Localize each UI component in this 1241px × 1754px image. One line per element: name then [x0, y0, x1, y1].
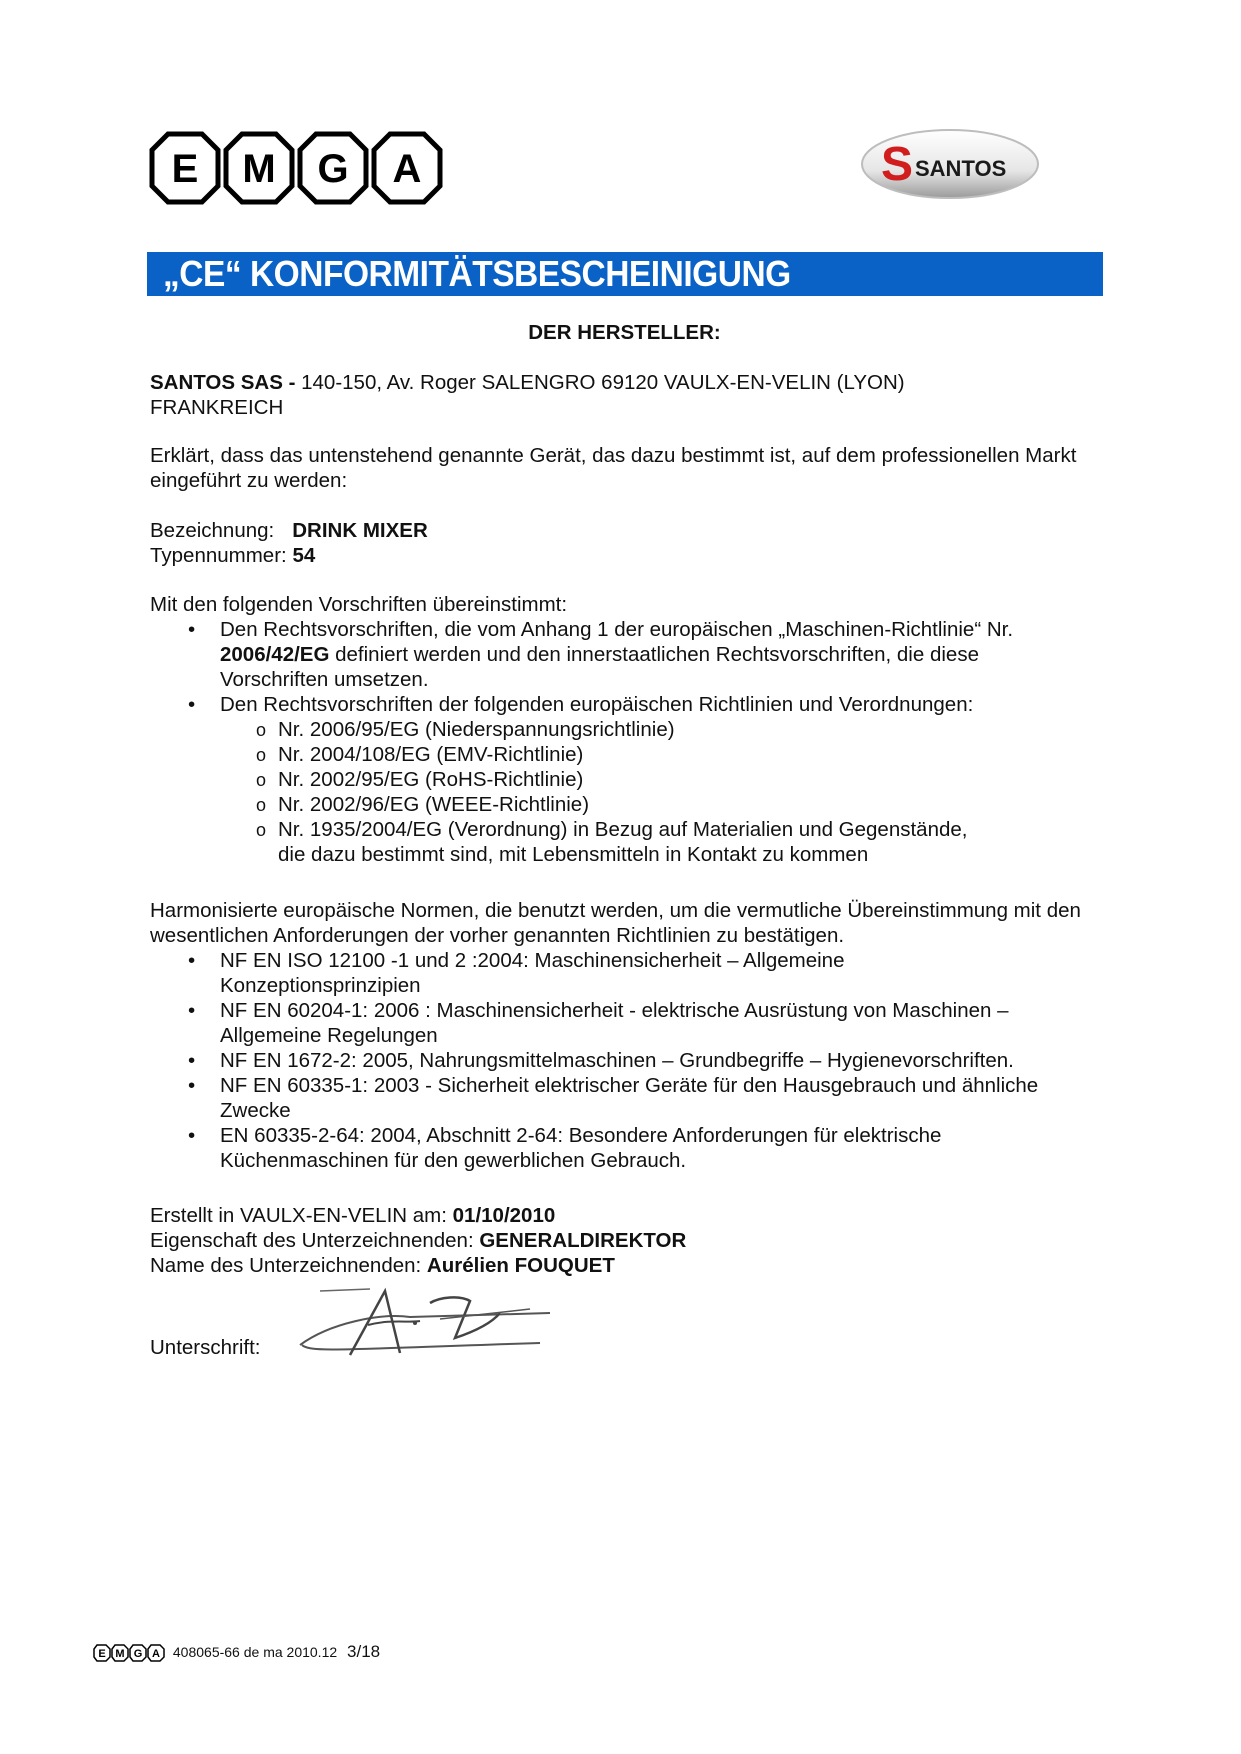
manufacturer-block — [150, 370, 1110, 420]
declaration-text: Erklärt, dass das untenstehend genannte Gerät, das dazu bestimmt ist, auf dem professionellen Markt eingeführt zu werden: — [150, 444, 1077, 492]
emga-logo — [148, 130, 448, 210]
name-label: Name des Unterzeichnenden: — [150, 1254, 427, 1277]
signer-name: Aurélien FOUQUET — [426, 1254, 615, 1277]
emga-letter-e: E — [171, 147, 199, 191]
compliance-section — [150, 592, 1110, 867]
designation-label: Bezeichnung: — [150, 519, 275, 542]
directive-item: o Nr. 2006/95/EG (Niederspannungsrichtlinie) — [256, 718, 675, 741]
manufacturer-name: SANTOS SAS - — [150, 371, 296, 394]
signer-role: GENERALDIREKTOR — [479, 1229, 687, 1252]
footer — [93, 1642, 380, 1662]
norm-item: • NF EN 60335-1: 2003 - Sicherheit elektrischer Geräte für den Hausgebrauch und ähnliche Zwecke — [188, 1074, 1039, 1122]
device-block — [150, 518, 1110, 568]
emga-mini-logo — [93, 1644, 165, 1662]
svg-text:M: M — [115, 1648, 125, 1661]
signature-image — [290, 1283, 590, 1363]
svg-text:E: E — [98, 1648, 106, 1661]
emga-letter-m: M — [242, 147, 276, 191]
role-label: Eigenschaft des Unterzeichnenden: — [150, 1229, 480, 1252]
norm-item: • NF EN 1672-2: 2005, Nahrungsmittelmaschinen – Grundbegriffe – Hygienevorschriften. — [188, 1049, 1014, 1072]
directive-item: o Nr. 2002/95/EG (RoHS-Richtlinie) — [256, 768, 584, 791]
emga-logo-letters — [152, 134, 440, 202]
type-value: 54 — [292, 544, 316, 567]
compliance-item-directives: • Den Rechtsvorschriften der folgenden europäischen Richtlinien und Verordnungen: — [188, 693, 974, 716]
designation-value: DRINK MIXER — [292, 519, 428, 542]
emga-letter-g: G — [317, 147, 349, 191]
norm-item: • NF EN ISO 12100 -1 und 2 :2004: Maschinensicherheit – Allgemeine Konzeptionsprinzipien — [188, 949, 845, 997]
type-label: Typennummer: — [150, 544, 287, 567]
svg-text:G: G — [133, 1648, 143, 1661]
manufacturer-address: 140-150, Av. Roger SALENGRO 69120 VAULX-EN-VELIN (LYON) — [295, 371, 905, 394]
svg-text:A: A — [152, 1648, 160, 1661]
norm-item: • NF EN 60204-1: 2006 : Maschinensicherheit - elektrische Ausrüstung von Maschinen – Allgemeine Regelungen — [188, 999, 1009, 1047]
issue-date: 01/10/2010 — [452, 1204, 556, 1227]
directive-item: o Nr. 2002/96/EG (WEEE-Richtlinie) — [256, 793, 590, 816]
signature-label: Unterschrift: — [150, 1336, 261, 1359]
title-bar — [147, 252, 1103, 296]
santos-logo — [855, 118, 1045, 208]
signoff-block — [150, 1203, 1110, 1278]
santos-wordmark: SANTOS — [915, 156, 1007, 181]
norms-intro: Harmonisierte europäische Normen, die benutzt werden, um die vermutliche Übereinstimmung mit den wesentlichen Anforderungen der vorher genannten Richtlinien zu bestätigen. — [150, 899, 1081, 947]
manufacturer-heading: DER HERSTELLER: — [528, 321, 721, 344]
page-number: 3/18 — [347, 1642, 381, 1661]
manufacturer-country: FRANKREICH — [150, 396, 284, 419]
page-title: „CE“ KONFORMITÄTSBESCHEINIGUNG — [163, 253, 791, 294]
compliance-intro: Mit den folgenden Vorschriften übereinstimmt: — [150, 593, 568, 616]
place-label: Erstellt in VAULX-EN-VELIN am: — [150, 1204, 453, 1227]
directive-item: o Nr. 2004/108/EG (EMV-Richtlinie) — [256, 743, 584, 766]
norms-section — [150, 898, 1100, 1173]
santos-initial: S — [881, 138, 914, 191]
emga-letter-a: A — [392, 147, 422, 191]
doc-reference: 408065-66 de ma 2010.12 — [172, 1644, 338, 1660]
compliance-item-machinery: • Den Rechtsvorschriften, die vom Anhang 1 der europäischen „Maschinen-Richtlinie“ Nr. 2006/42/EG definiert werden und den innerstaatlichen Rechtsvorschriften, die diese Vorschriften umsetzen. — [188, 618, 1014, 691]
norm-item: • EN 60335-2-64: 2004, Abschnitt 2-64: Besondere Anforderungen für elektrische Küchenmaschinen für den gewerblichen Gebrauch. — [188, 1124, 942, 1172]
directive-item: o Nr. 1935/2004/EG (Verordnung) in Bezug auf Materialien und Gegenstände, die dazu bestimmt sind, mit Lebensmitteln in Kontakt zu kommen — [256, 818, 968, 866]
